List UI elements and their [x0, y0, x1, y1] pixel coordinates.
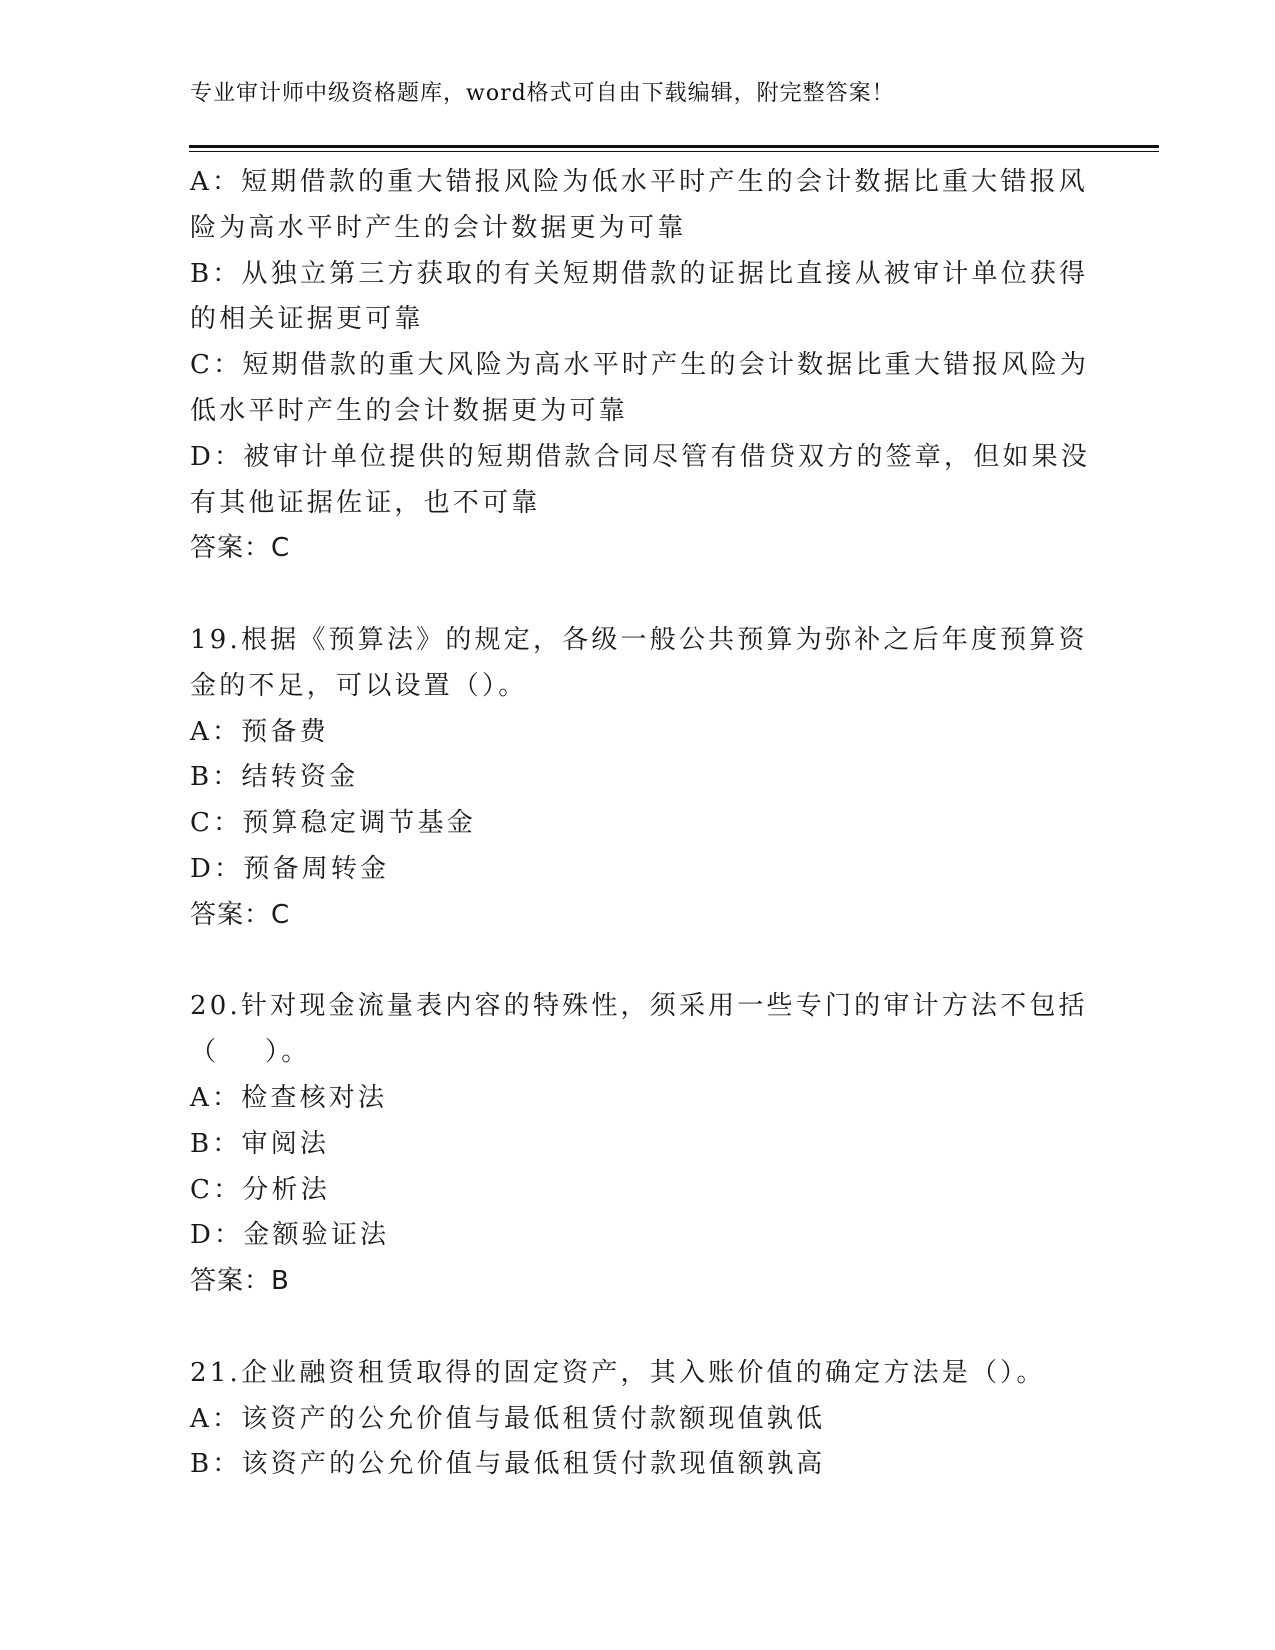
q19-question-line2: 金的不足，可以设置（）。: [190, 670, 528, 701]
question-20: [190, 984, 1090, 1305]
q20-option-c: C：分析法: [190, 1174, 330, 1205]
spacer: [190, 939, 1090, 985]
q19-option-c: C：预算稳定调节基金: [190, 808, 476, 839]
page-header: 专业审计师中级资格题库，word格式可自由下载编辑，附完整答案！: [190, 81, 895, 106]
q20-option-d: D：金额验证法: [190, 1220, 390, 1251]
q18-answer: 答案：C: [190, 533, 291, 564]
q18-option-b-line2: 的相关证据更可靠: [190, 304, 424, 335]
spacer: [190, 1305, 1090, 1351]
q19-answer: 答案：C: [190, 899, 291, 930]
question-content: [190, 160, 1090, 1488]
q18-option-c-line2: 低水平时产生的会计数据更为可靠: [190, 395, 629, 426]
q19-option-a: A：预备费: [190, 716, 329, 747]
q18-option-d-line2: 有其他证据佐证，也不可靠: [190, 487, 541, 518]
q21-option-b: B：该资产的公允价值与最低租赁付款现值额孰高: [190, 1449, 826, 1480]
q20-option-b: B：审阅法: [190, 1128, 330, 1159]
q21-question-line1: 21.企业融资租赁取得的固定资产，其入账价值的确定方法是（）。: [190, 1357, 1046, 1388]
spacer: [190, 572, 1090, 618]
header-rule-thin: [189, 151, 1159, 152]
q18-option-d-line1: D：被审计单位提供的短期借款合同尽管有借贷双方的签章，但如果没: [190, 441, 1091, 472]
q18-option-b-line1: B：从独立第三方获取的有关短期借款的证据比直接从被审计单位获得: [190, 258, 1089, 289]
header-rule-thick: [189, 145, 1159, 148]
q20-answer: 答案：B: [190, 1266, 290, 1297]
question-19: [190, 618, 1090, 939]
q19-option-b: B：结转资金: [190, 762, 359, 793]
question-21: [190, 1351, 1090, 1488]
q20-option-a: A：检查核对法: [190, 1082, 388, 1113]
q19-option-d: D：预备周转金: [190, 853, 390, 884]
q18-option-a-line1: A：短期借款的重大错报风险为低水平时产生的会计数据比重大错报风: [190, 167, 1088, 197]
q18-option-c-line1: C：短期借款的重大风险为高水平时产生的会计数据比重大错报风险为: [190, 350, 1090, 381]
q19-question-line1: 19.根据《预算法》的规定，各级一般公共预算为弥补之后年度预算资: [190, 624, 1088, 655]
q20-question-line1: 20.针对现金流量表内容的特殊性，须采用一些专门的审计方法不包括: [190, 991, 1088, 1022]
q18-option-a-line2: 险为高水平时产生的会计数据更为可靠: [190, 212, 687, 243]
q20-question-line2: （ ）。: [190, 1037, 311, 1068]
q21-option-a: A：该资产的公允价值与最低租赁付款额现值孰低: [190, 1403, 826, 1434]
question-18: [190, 160, 1090, 572]
